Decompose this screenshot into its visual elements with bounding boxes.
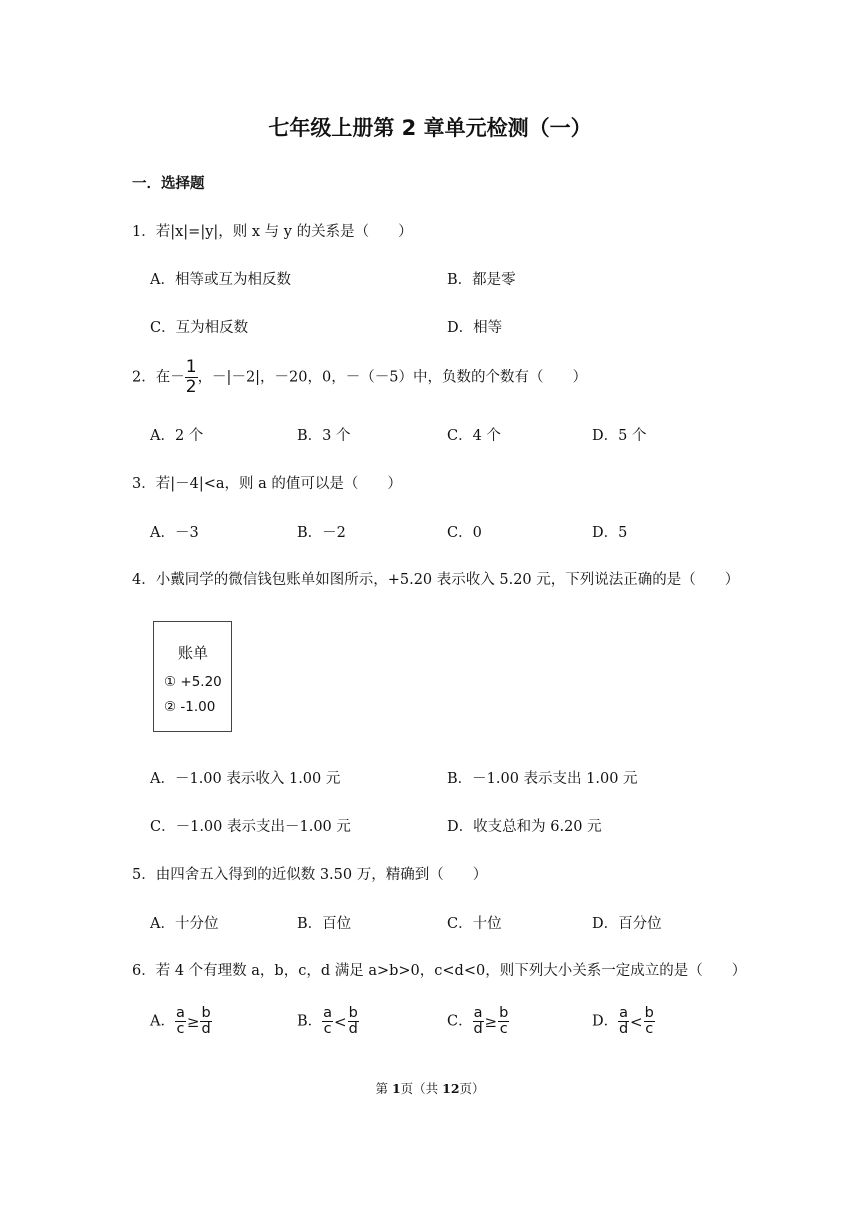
question-1: 1．若|x|=|y|，则 x 与 y 的关系是（ ） <box>132 224 413 240</box>
bill-row-income: ① +5.20 <box>164 674 222 690</box>
denominator: d <box>201 1021 211 1037</box>
q4-option-c: C．－1.00 表示支出－1.00 元 <box>150 819 351 835</box>
relation-sign: < <box>630 1012 643 1031</box>
q6-option-label: C． <box>447 1013 473 1030</box>
numerator: a <box>619 1005 629 1021</box>
fraction <box>498 1006 509 1037</box>
numerator: a <box>473 1005 483 1021</box>
relation-sign: < <box>334 1012 347 1031</box>
q3-option-c: C．0 <box>447 525 482 541</box>
q5-option-a: A．十分位 <box>150 916 219 932</box>
q4-option-a: A．－1.00 表示收入 1.00 元 <box>150 771 341 787</box>
numerator: b <box>644 1005 654 1021</box>
q1-option-a: A．相等或互为相反数 <box>150 272 291 288</box>
q1-option-b: B．都是零 <box>447 272 516 288</box>
page-title: 七年级上册第 2 章单元检测（一） <box>268 116 592 140</box>
fraction <box>322 1006 333 1037</box>
fraction <box>644 1006 655 1037</box>
relation-sign: ≥ <box>186 1012 200 1031</box>
relation-sign: ≥ <box>484 1012 498 1031</box>
denominator: c <box>499 1021 508 1037</box>
numerator: a <box>323 1005 333 1021</box>
bill-figure <box>153 621 232 732</box>
q3-option-d: D．5 <box>592 525 628 541</box>
q1-option-d: D．相等 <box>447 320 503 336</box>
q5-option-c: C．十位 <box>447 916 502 932</box>
denominator: c <box>176 1021 185 1037</box>
numerator: a <box>175 1005 185 1021</box>
footer-text: 第 <box>375 1081 392 1096</box>
q2-option-a: A．2 个 <box>150 428 204 444</box>
question-6: 6．若 4 个有理数 a，b，c，d 满足 a>b>0，c<d<0，则下列大小关系一定成立的是（ ） <box>132 963 747 979</box>
q2-fraction-numerator: 1 <box>185 357 197 377</box>
q2-suffix: ，－|－2|，－20，0，－（－5）中，负数的个数有（ ） <box>197 369 587 386</box>
bill-title: 账单 <box>178 644 209 662</box>
question-5: 5．由四舍五入得到的近似数 3.50 万，精确到（ ） <box>132 867 488 883</box>
fraction <box>200 1006 211 1037</box>
q2-option-d: D．5 个 <box>592 428 647 444</box>
q6-option-b <box>297 1006 359 1037</box>
q6-option-a <box>150 1006 212 1037</box>
section-heading: 一．选择题 <box>132 176 205 192</box>
footer-text: 页（共 <box>400 1081 443 1096</box>
denominator: d <box>618 1021 629 1037</box>
total-pages: 12 <box>442 1081 460 1096</box>
q6-option-c <box>447 1006 509 1037</box>
q3-option-a: A．－3 <box>150 525 199 541</box>
numerator: b <box>499 1005 509 1021</box>
q6-option-d <box>592 1006 655 1037</box>
q4-option-d: D．收支总和为 6.20 元 <box>447 819 602 835</box>
fraction <box>175 1006 186 1037</box>
numerator: b <box>201 1005 211 1021</box>
fraction <box>348 1006 359 1037</box>
q2-option-b: B．3 个 <box>297 428 351 444</box>
q4-option-b: B．－1.00 表示支出 1.00 元 <box>447 771 638 787</box>
denominator: c <box>645 1021 654 1037</box>
q2-fraction <box>185 358 198 397</box>
page-footer <box>0 1079 860 1097</box>
q2-option-c: C．4 个 <box>447 428 501 444</box>
q2-fraction-denominator: 2 <box>185 377 197 397</box>
q5-option-b: B．百位 <box>297 916 352 932</box>
fraction <box>473 1006 484 1037</box>
q1-option-c: C．互为相反数 <box>150 320 249 336</box>
page-number: 1 <box>391 1081 401 1096</box>
question-2 <box>132 358 587 397</box>
footer-text: 页） <box>459 1081 485 1096</box>
q5-option-d: D．百分位 <box>592 916 662 932</box>
q3-option-b: B．－2 <box>297 525 346 541</box>
q6-option-label: D． <box>592 1013 619 1030</box>
question-3: 3．若|－4|<a，则 a 的值可以是（ ） <box>132 476 402 492</box>
denominator: c <box>323 1021 332 1037</box>
bill-row-expense: ② -1.00 <box>164 699 216 715</box>
question-4: 4．小戴同学的微信钱包账单如图所示，+5.20 表示收入 5.20 元，下列说法正确的是（ ） <box>132 572 740 588</box>
denominator: d <box>348 1021 358 1037</box>
q6-option-label: A． <box>150 1013 175 1030</box>
numerator: b <box>348 1005 358 1021</box>
denominator: d <box>473 1021 483 1037</box>
fraction <box>618 1006 629 1037</box>
q2-prefix: 2．在－ <box>132 369 185 386</box>
q6-option-label: B． <box>297 1013 323 1030</box>
